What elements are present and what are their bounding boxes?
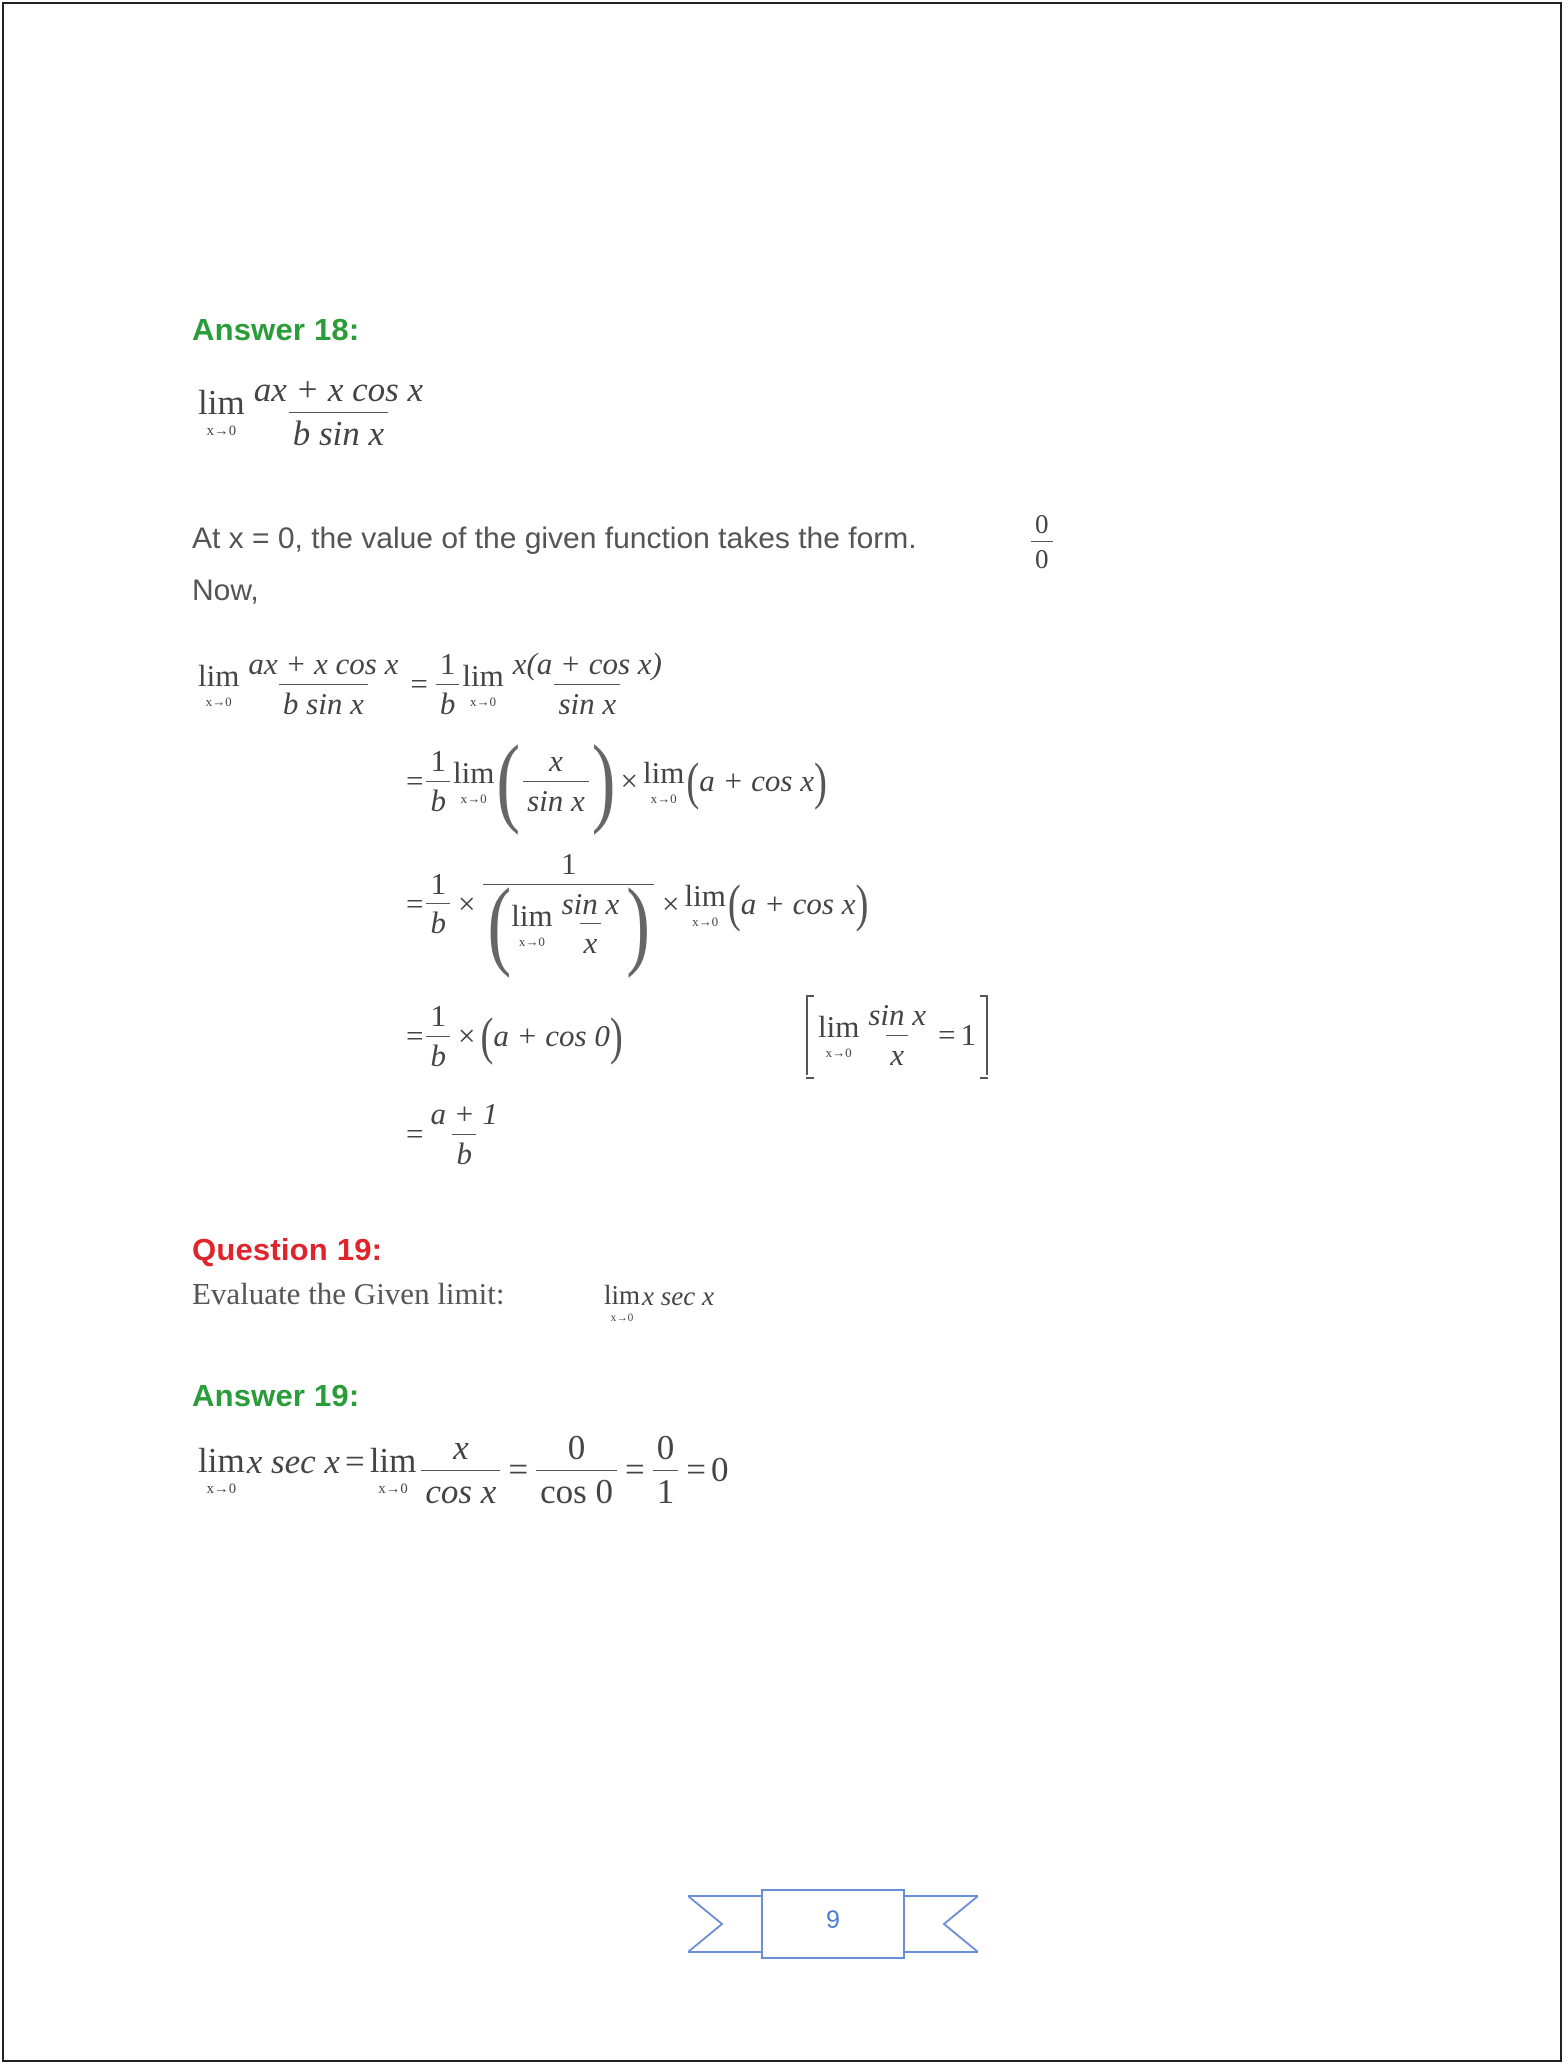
question-19-prompt: Evaluate the Given limit: (192, 1276, 505, 1311)
answer-19-heading: Answer 19: (192, 1378, 360, 1413)
derivation-step-3: = $\frac{1}{b}$ × 1 ( lim x→0 $\frac{\text{sin x}}{x}$ ) × lim x→0 ( a + cos x ) (406, 846, 869, 979)
derivation-step-1: lim x→0 $\frac{\text{ax + x cos x}}{\text{b sin x}}$ = $\frac{1}{b}$ lim x→0 $\frac{\text{x(a + cos x)}}{\text{sin x}}$ (198, 646, 662, 721)
derivation-step-4: = $\frac{1}{b}$ × ( a + cos 0 ) (406, 998, 623, 1073)
fraction: $\frac{\text{ax + x cos x}}{\text{b sin x}}$ (253, 370, 424, 453)
lim-operator: lim x→0 (198, 383, 245, 440)
question-19-heading: Question 19: (192, 1232, 383, 1267)
derivation-step-2: = $\frac{1}{b}$ lim x→0 ( $\frac{x}{\text{sin x}}$ ) × lim x→0 ( a + cos x ) (406, 725, 827, 837)
answer-18-note: At x = 0, the value of the given function takes the form. (192, 522, 917, 555)
derivation-result: = $\frac{a + 1}{b}$ (406, 1096, 498, 1171)
answer-19-expression: lim x→0 x sec x = lim x→0 $\frac{x}{\text{cos x}}$ = $\frac{0}{\cos 0}$ = $\frac{0}{1}$ = 0 (198, 1428, 729, 1511)
limit-identity-note: lim x→0 $\frac{\text{sin x}}{x}$ = 1 (806, 995, 988, 1075)
page-number: 9 (826, 1905, 840, 1934)
answer-18-expression (198, 372, 430, 453)
now-label: Now, (192, 574, 259, 607)
zero-over-zero-form: $\frac{0}{0}$ (1028, 510, 1056, 574)
answer-18-heading: Answer 18: (192, 312, 360, 347)
page-frame (2, 2, 1562, 2062)
question-19-expression: lim x→0 x sec x (604, 1280, 714, 1324)
